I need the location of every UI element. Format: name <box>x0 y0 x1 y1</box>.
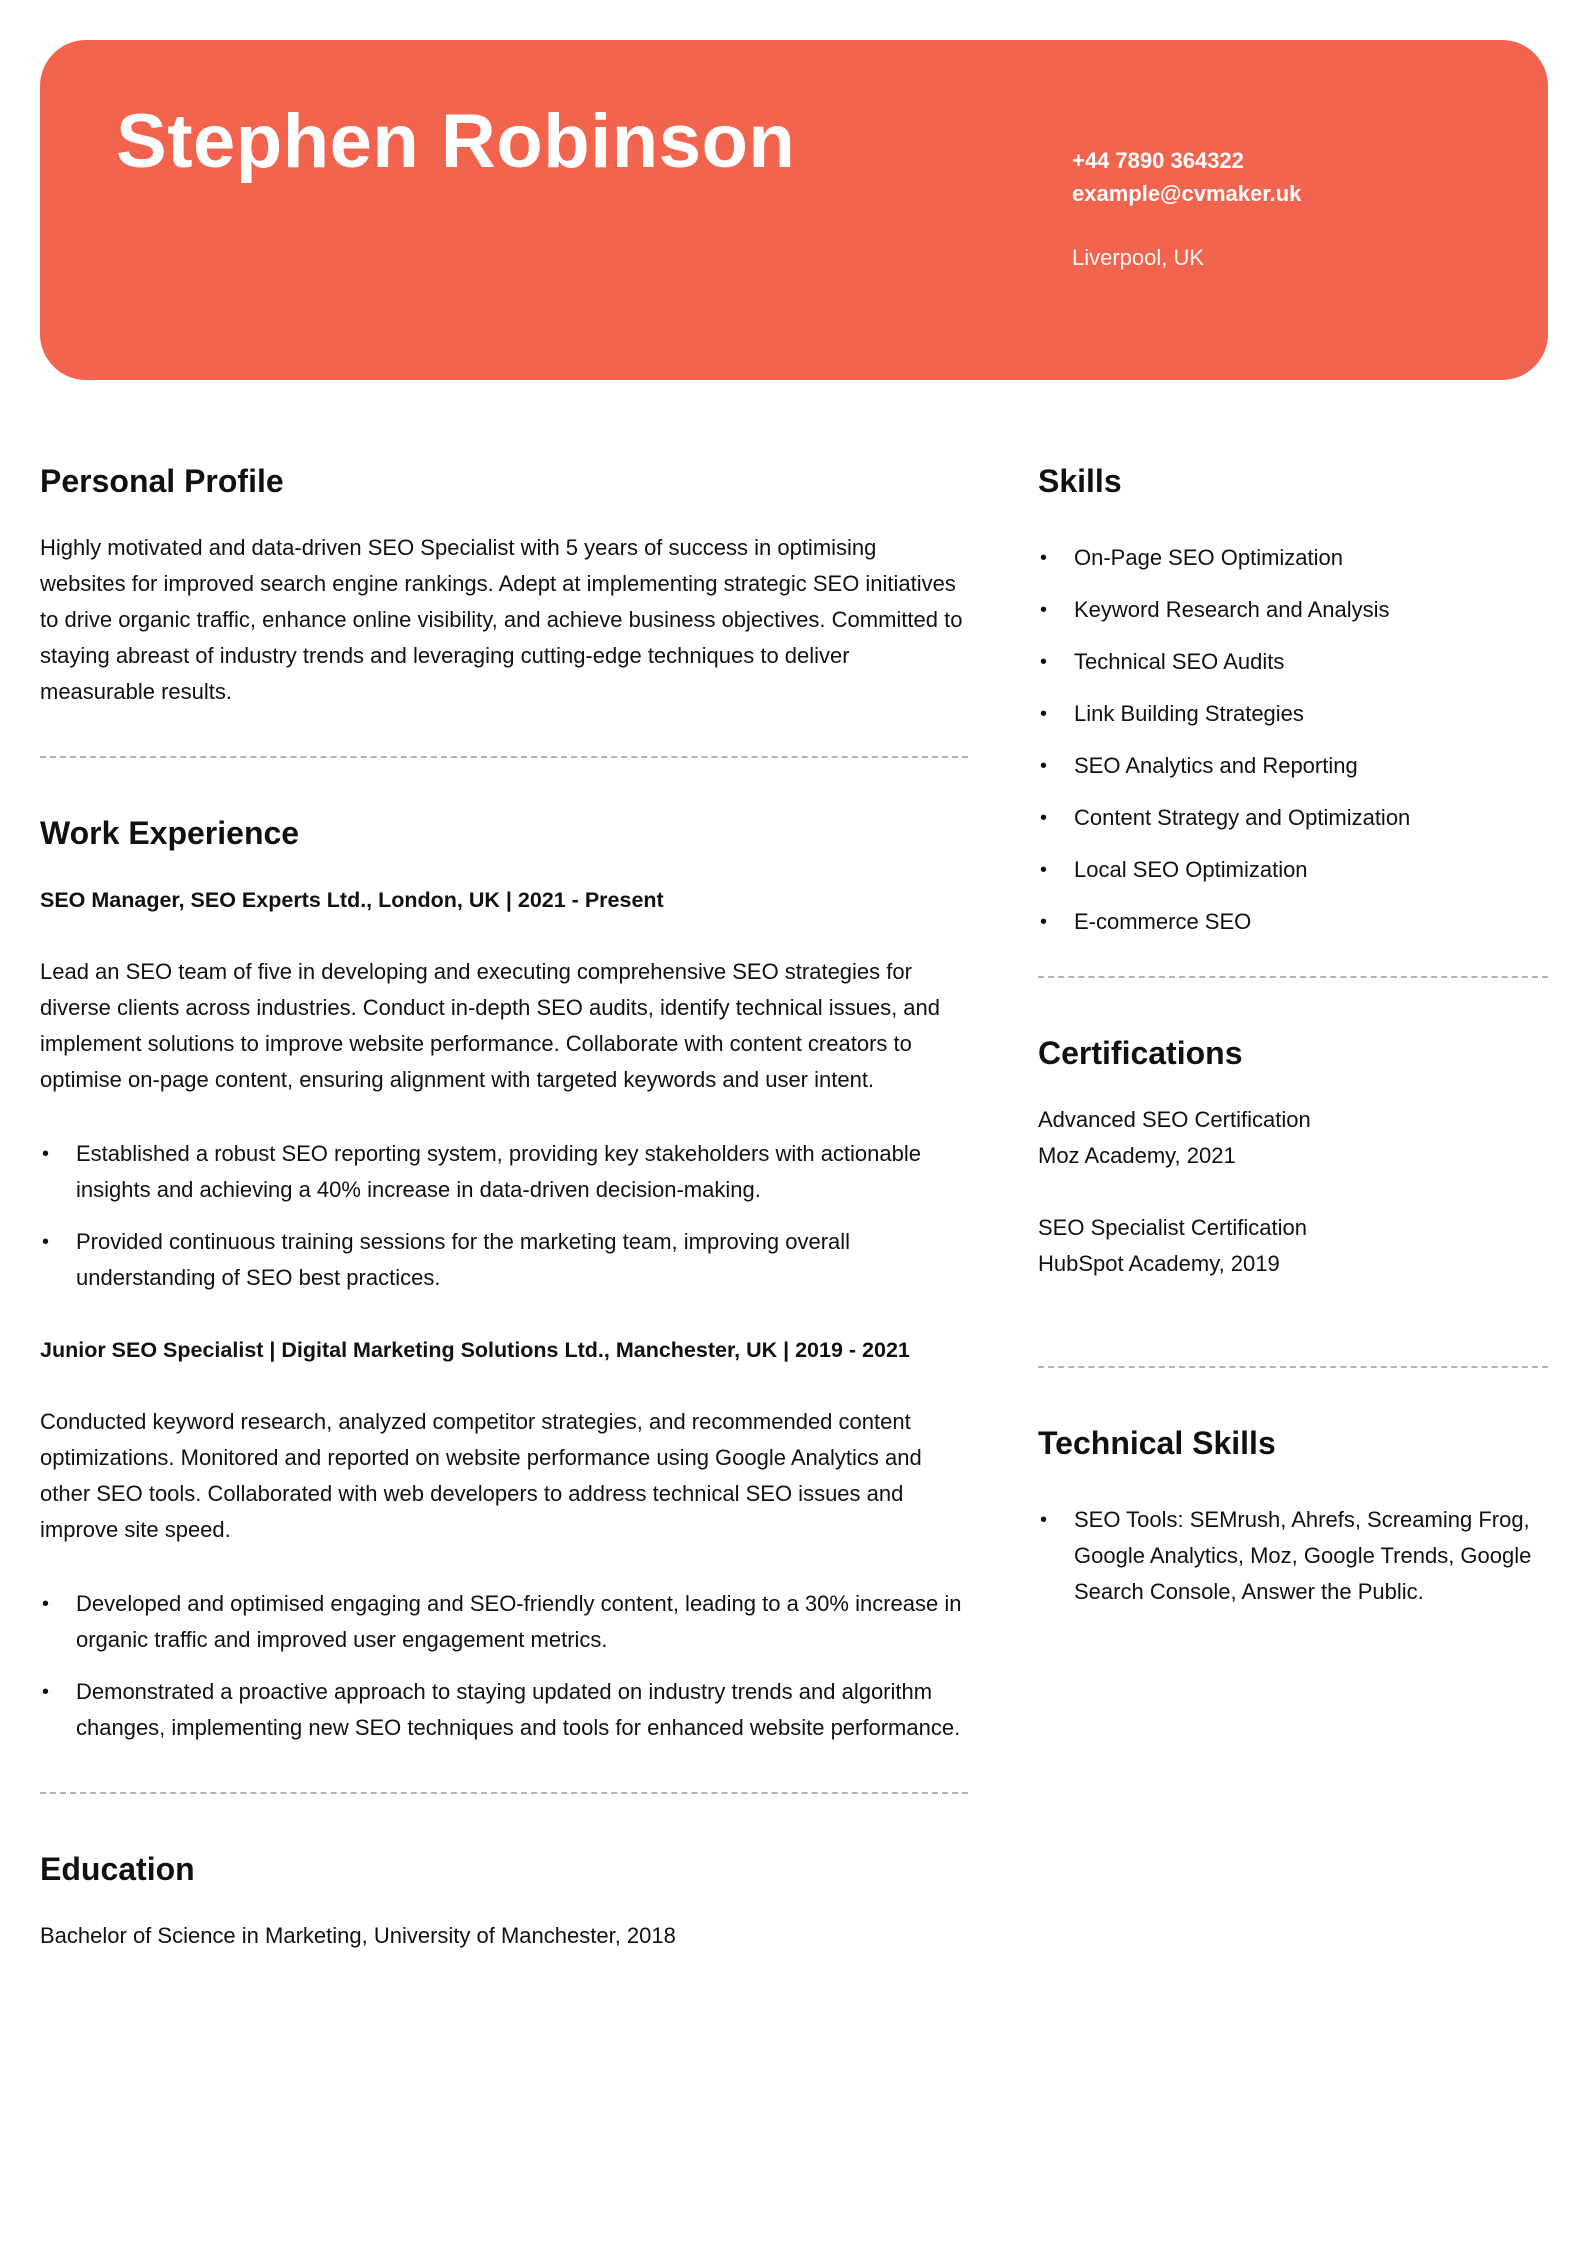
certification-name: SEO Specialist Certification <box>1038 1215 1307 1240</box>
education-text: Bachelor of Science in Marketing, University of Manchester, 2018 <box>40 1923 676 1948</box>
job-entry <box>40 1332 968 1746</box>
certification-issuer: Moz Academy, 2021 <box>1038 1143 1236 1168</box>
section-divider <box>40 1792 968 1794</box>
job-title: SEO Manager, SEO Experts Ltd., London, UK | 2021 - Present <box>40 888 664 912</box>
job-title: Junior SEO Specialist | Digital Marketing Solutions Ltd., Manchester, UK | 2019 - 2021 <box>40 1338 910 1362</box>
technical-skills-heading: Technical Skills <box>1038 1425 1276 1461</box>
job-entry <box>40 882 968 1296</box>
profile-section <box>40 460 968 710</box>
list-item: • Keyword Research and Analysis <box>1038 592 1548 628</box>
header-banner <box>40 40 1548 380</box>
section-divider <box>40 756 968 758</box>
technical-skills-list <box>1038 1502 1548 1610</box>
list-item: • SEO Tools: SEMrush, Ahrefs, Screaming Frog, Google Analytics, Moz, Google Trends, Google Search Console, Answer the Public. <box>1038 1502 1548 1610</box>
education-section <box>40 1848 968 1954</box>
skills-heading: Skills <box>1038 463 1122 499</box>
contact-block <box>1072 144 1301 274</box>
section-divider <box>1038 1366 1548 1368</box>
job-achievements <box>40 1586 968 1746</box>
main-column <box>40 460 968 1954</box>
certification-entry <box>1038 1210 1548 1282</box>
list-item: • On-Page SEO Optimization <box>1038 540 1548 576</box>
list-item: • Technical SEO Audits <box>1038 644 1548 680</box>
list-item: • Provided continuous training sessions for the marketing team, improving overall understanding of SEO best practices. <box>40 1224 968 1296</box>
skills-section <box>1038 460 1548 940</box>
list-item: • Demonstrated a proactive approach to staying updated on industry trends and algorithm changes, implementing new SEO techniques and tools for enhanced website performance. <box>40 1674 968 1746</box>
job-achievements <box>40 1136 968 1296</box>
side-column <box>1038 460 1548 1646</box>
location: Liverpool, UK <box>1072 245 1205 270</box>
section-divider <box>1038 976 1548 978</box>
certifications-heading: Certifications <box>1038 1035 1243 1071</box>
certification-name: Advanced SEO Certification <box>1038 1107 1311 1132</box>
certification-entry <box>1038 1102 1548 1174</box>
profile-heading: Personal Profile <box>40 463 284 499</box>
profile-text: Highly motivated and data-driven SEO Specialist with 5 years of success in optimising websites for improved search engine rankings. Adept at implementing strategic SEO initiatives to drive organic traffic, enhance online visibility, and achieve business objectives. Committed to staying abreast of industry trends and leveraging cutting-edge techniques to deliver measurable results. <box>40 535 963 704</box>
education-heading: Education <box>40 1851 195 1887</box>
job-description: Lead an SEO team of five in developing and executing comprehensive SEO strategies for diverse clients across industries. Conduct in-depth SEO audits, identify technical issues, and implement solutions to improve website performance. Collaborate with content creators to optimise on-page content, ensuring alignment with targeted keywords and user intent. <box>40 959 941 1092</box>
candidate-name: Stephen Robinson <box>116 99 796 184</box>
certification-issuer: HubSpot Academy, 2019 <box>1038 1251 1280 1276</box>
technical-skills-section <box>1038 1422 1548 1610</box>
list-item: • Developed and optimised engaging and SEO-friendly content, leading to a 30% increase in organic traffic and improved user engagement metrics. <box>40 1586 968 1658</box>
list-item: • Link Building Strategies <box>1038 696 1548 732</box>
list-item: • Established a robust SEO reporting system, providing key stakeholders with actionable insights and achieving a 40% increase in data-driven decision-making. <box>40 1136 968 1208</box>
list-item: • Content Strategy and Optimization <box>1038 800 1548 836</box>
list-item: • E-commerce SEO <box>1038 904 1548 940</box>
experience-section <box>40 812 968 1746</box>
certifications-section <box>1038 1032 1548 1282</box>
email-address[interactable]: example@cvmaker.uk <box>1072 181 1302 206</box>
experience-heading: Work Experience <box>40 815 300 851</box>
skills-list <box>1038 540 1548 940</box>
job-description: Conducted keyword research, analyzed competitor strategies, and recommended content optimizations. Monitored and reported on website performance using Google Analytics and other SEO tools. Collaborated with web developers to address technical SEO issues and improve site speed. <box>40 1409 922 1542</box>
list-item: • Local SEO Optimization <box>1038 852 1548 888</box>
phone-number[interactable]: +44 7890 364322 <box>1072 148 1244 173</box>
list-item: • SEO Analytics and Reporting <box>1038 748 1548 784</box>
